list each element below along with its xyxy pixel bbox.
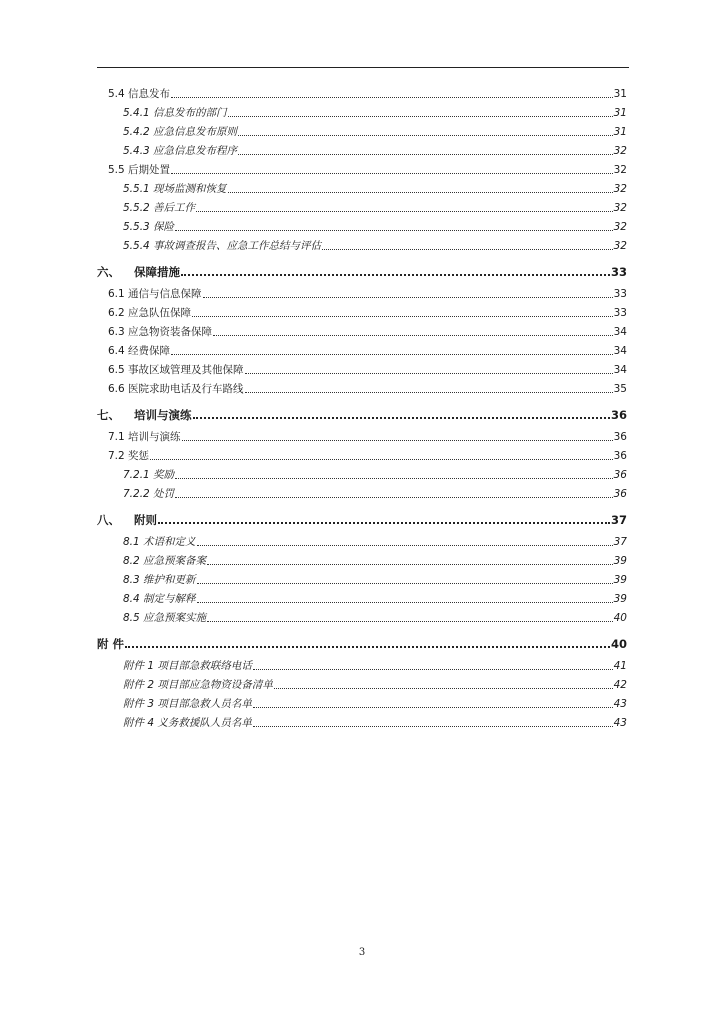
toc-page-number: 33	[610, 265, 627, 279]
toc-entry-title: 6.6 医院求助电话及行车路线	[108, 383, 244, 395]
toc-entry-title: 7.2 奖惩	[108, 450, 150, 462]
toc-dot-leader	[175, 478, 613, 479]
toc-page-number: 39	[613, 555, 627, 567]
toc-dot-leader	[150, 459, 613, 460]
toc-dot-leader	[196, 211, 613, 212]
toc-page-number: 36	[610, 408, 627, 422]
toc-entry-title: 5.4.1 信息发布的部门	[123, 107, 227, 119]
toc-page-number: 37	[613, 536, 627, 548]
toc-entry-5-5-2[interactable]	[97, 196, 627, 215]
toc-entry-6-5[interactable]	[97, 358, 627, 377]
toc-entry-title: 8.5 应急预案实施	[123, 612, 207, 624]
toc-dot-leader	[175, 230, 613, 231]
toc-dot-leader	[238, 135, 613, 136]
toc-dot-leader	[181, 274, 610, 276]
toc-entry-att-3[interactable]	[97, 692, 627, 711]
toc-page-number: 36	[613, 488, 627, 500]
toc-entry-title: 5.5.4 事故调查报告、应急工作总结与评估	[123, 240, 322, 252]
toc-dot-leader	[193, 417, 610, 419]
toc-page-number: 32	[613, 202, 627, 214]
toc-page-number: 34	[613, 364, 627, 376]
toc-entry-6-2[interactable]	[97, 301, 627, 320]
toc-entry-7-2[interactable]	[97, 444, 627, 463]
toc-entry-5-4-1[interactable]	[97, 101, 627, 120]
toc-page-number: 39	[613, 593, 627, 605]
toc-dot-leader	[171, 173, 613, 174]
toc-entry-title	[97, 409, 192, 422]
toc-page-number: 43	[613, 717, 627, 729]
toc-page-number: 32	[613, 164, 627, 176]
toc-page-number: 36	[613, 431, 627, 443]
toc-page-number: 40	[610, 637, 627, 651]
toc-page-number: 32	[613, 183, 627, 195]
toc-dot-leader	[207, 621, 613, 622]
toc-entry-title: 5.5.2 善后工作	[123, 202, 196, 214]
toc-entry-ch6[interactable]	[97, 256, 627, 279]
toc-entry-8-5[interactable]	[97, 606, 627, 625]
toc-entry-title: 6.1 通信与信息保障	[108, 288, 202, 300]
toc-entry-8-4[interactable]	[97, 587, 627, 606]
toc-dot-leader	[182, 440, 613, 441]
toc-chapter-label: 附则	[134, 513, 157, 527]
toc-entry-title: 附件 2 项目部应急物资设备清单	[123, 679, 273, 691]
toc-chapter-number: 七、	[97, 408, 120, 422]
toc-entry-title: 8.4 制定与解释	[123, 593, 196, 605]
toc-entry-att[interactable]	[97, 628, 627, 651]
toc-dot-leader	[228, 116, 613, 117]
toc-entry-title: 5.4 信息发布	[108, 88, 171, 100]
toc-entry-title: 5.4.2 应急信息发布原则	[123, 126, 238, 138]
toc-chapter-label: 培训与演练	[134, 408, 192, 422]
toc-page-number: 32	[613, 240, 627, 252]
toc-entry-att-4[interactable]	[97, 711, 627, 730]
toc-entry-5-4-3[interactable]	[97, 139, 627, 158]
toc-entry-title: 6.2 应急队伍保障	[108, 307, 192, 319]
toc-dot-leader	[274, 688, 613, 689]
toc-entry-6-6[interactable]	[97, 377, 627, 396]
toc-page-number: 36	[613, 469, 627, 481]
toc-dot-leader	[228, 192, 613, 193]
toc-entry-8-1[interactable]	[97, 530, 627, 549]
toc-entry-title: 5.4.3 应急信息发布程序	[123, 145, 238, 157]
toc-entry-ch8[interactable]	[97, 504, 627, 527]
toc-entry-8-3[interactable]	[97, 568, 627, 587]
toc-dot-leader	[125, 646, 610, 648]
toc-entry-title: 7.1 培训与演练	[108, 431, 181, 443]
toc-entry-6-4[interactable]	[97, 339, 627, 358]
toc-page-number: 36	[613, 450, 627, 462]
toc-chapter-number: 八、	[97, 513, 120, 527]
toc-page-number: 43	[613, 698, 627, 710]
toc-entry-title: 7.2.2 处罚	[123, 488, 175, 500]
toc-page-number: 31	[613, 88, 627, 100]
toc-dot-leader	[253, 726, 613, 727]
toc-entry-7-2-2[interactable]	[97, 482, 627, 501]
toc-dot-leader	[197, 545, 613, 546]
toc-entry-5-5-1[interactable]	[97, 177, 627, 196]
toc-dot-leader	[192, 316, 613, 317]
toc-page-number: 39	[613, 574, 627, 586]
toc-dot-leader	[245, 392, 613, 393]
toc-page-number: 41	[613, 660, 627, 672]
toc-entry-title: 5.5.1 现场监测和恢复	[123, 183, 227, 195]
toc-page-number: 34	[613, 345, 627, 357]
toc-dot-leader	[197, 602, 613, 603]
toc-entry-7-1[interactable]	[97, 425, 627, 444]
toc-dot-leader	[213, 335, 613, 336]
page-number: 3	[358, 947, 366, 958]
toc-page-number: 40	[613, 612, 627, 624]
toc-entry-8-2[interactable]	[97, 549, 627, 568]
toc-page-number: 32	[613, 221, 627, 233]
toc-dot-leader	[203, 297, 613, 298]
toc-dot-leader	[158, 522, 610, 524]
toc-entry-5-5-3[interactable]	[97, 215, 627, 234]
toc-dot-leader	[245, 373, 613, 374]
toc-entry-title: 6.5 事故区域管理及其他保障	[108, 364, 244, 376]
toc-entry-5-4[interactable]	[97, 82, 627, 101]
header-rule	[97, 67, 629, 68]
toc-entry-5-5[interactable]	[97, 158, 627, 177]
toc-entry-title: 5.5.3 保险	[123, 221, 175, 233]
toc-entry-7-2-1[interactable]	[97, 463, 627, 482]
toc-entry-title: 5.5 后期处置	[108, 164, 171, 176]
toc-page-number: 34	[613, 326, 627, 338]
toc-page-number: 31	[613, 107, 627, 119]
toc-dot-leader	[253, 669, 613, 670]
toc-entry-title: 附件 4 义务救援队人员名单	[123, 717, 252, 729]
toc-entry-title: 6.4 经费保障	[108, 345, 171, 357]
toc-dot-leader	[197, 583, 613, 584]
toc-dot-leader	[175, 497, 613, 498]
toc-entry-title: 8.3 维护和更新	[123, 574, 196, 586]
table-of-contents	[97, 82, 627, 730]
toc-entry-6-3[interactable]	[97, 320, 627, 339]
toc-entry-5-5-4[interactable]	[97, 234, 627, 253]
toc-entry-title: 8.1 术语和定义	[123, 536, 196, 548]
toc-entry-title: 8.2 应急预案备案	[123, 555, 207, 567]
toc-page-number: 31	[613, 126, 627, 138]
toc-page-number: 33	[613, 307, 627, 319]
toc-entry-title: 附件 1 项目部急救联络电话	[123, 660, 252, 672]
toc-entry-att-2[interactable]	[97, 673, 627, 692]
toc-dot-leader	[171, 97, 613, 98]
toc-entry-att-1[interactable]	[97, 654, 627, 673]
toc-entry-6-1[interactable]	[97, 282, 627, 301]
toc-entry-title: 7.2.1 奖励	[123, 469, 175, 481]
toc-dot-leader	[322, 249, 613, 250]
toc-page-number: 35	[613, 383, 627, 395]
toc-page-number: 33	[613, 288, 627, 300]
toc-entry-ch7[interactable]	[97, 399, 627, 422]
toc-entry-title: 附件 3 项目部急救人员名单	[123, 698, 252, 710]
toc-entry-title: 附 件	[97, 637, 125, 651]
toc-page-number: 32	[613, 145, 627, 157]
toc-entry-title: 6.3 应急物资装备保障	[108, 326, 213, 338]
toc-dot-leader	[253, 707, 613, 708]
toc-dot-leader	[171, 354, 613, 355]
toc-chapter-number: 六、	[97, 265, 120, 279]
toc-entry-title	[97, 266, 180, 279]
toc-entry-5-4-2[interactable]	[97, 120, 627, 139]
toc-entry-title	[97, 514, 157, 527]
toc-chapter-label: 保障措施	[134, 265, 180, 279]
toc-page-number: 37	[610, 513, 627, 527]
toc-dot-leader	[238, 154, 613, 155]
toc-dot-leader	[207, 564, 613, 565]
toc-page-number: 42	[613, 679, 627, 691]
